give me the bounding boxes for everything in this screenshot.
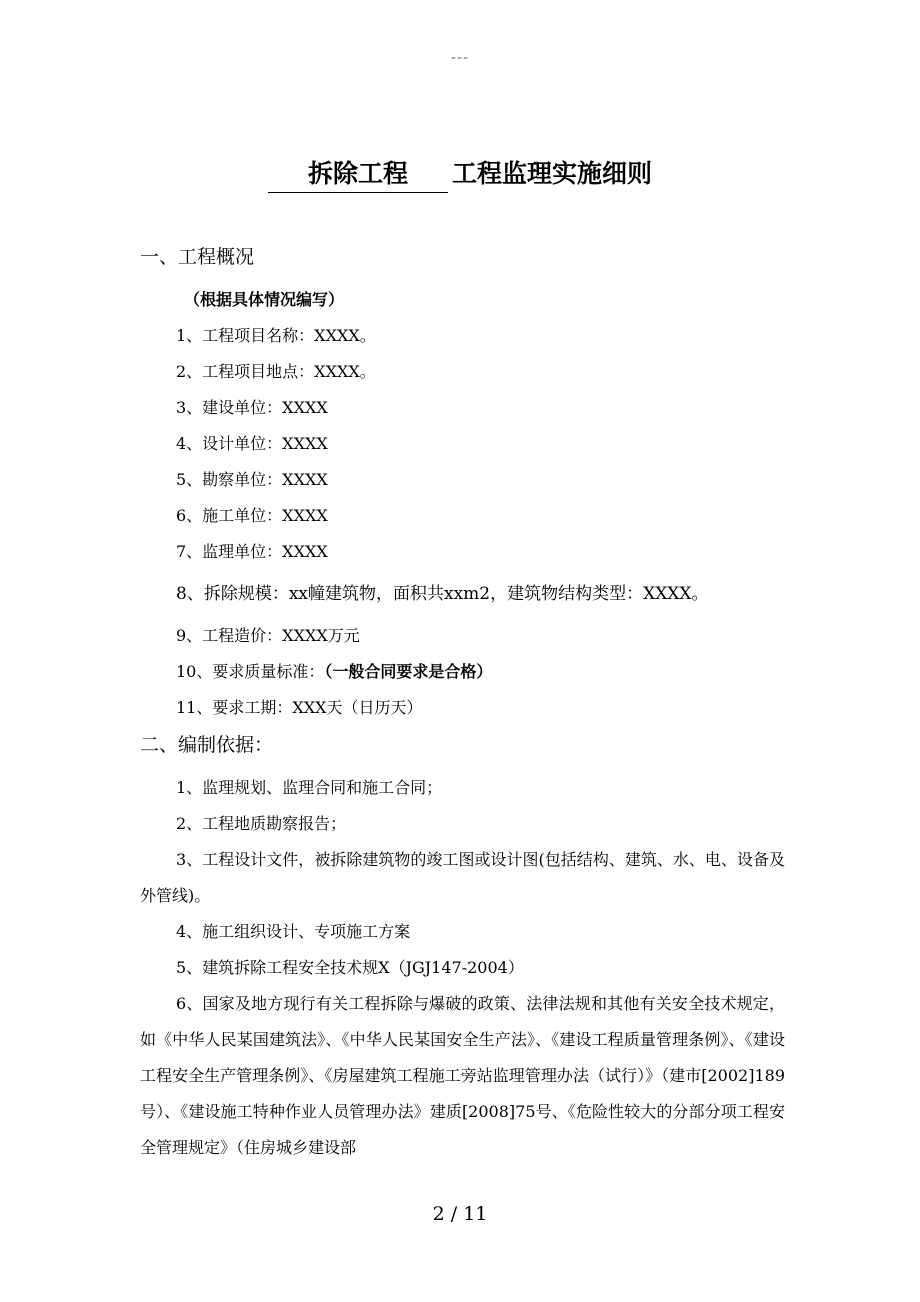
overview-item: 2、工程项目地点：XXXX。 (176, 362, 376, 381)
basis-item: 4、施工组织设计、专项施工方案 (176, 922, 411, 941)
overview-item: 5、勘察单位：XXXX (176, 470, 328, 489)
overview-item: 9、工程造价：XXXX万元 (176, 626, 360, 645)
basis-item: 3、工程设计文件，被拆除建筑物的竣工图或设计图(包括结构、建筑、水、电、设备及外管线)。 (140, 850, 785, 905)
document-title (0, 156, 920, 193)
header-mark: --- (450, 50, 470, 66)
section-heading-overview: 一、工程概况 (140, 246, 255, 268)
title-main: 工程监理实施细则 (452, 159, 653, 188)
overview-item-quality (140, 654, 785, 690)
title-project-name: 拆除工程 (268, 156, 448, 193)
overview-item: 1、工程项目名称：XXXX。 (176, 326, 376, 345)
document-body (140, 238, 785, 1166)
overview-note: （根据具体情况编写） (184, 290, 345, 309)
overview-item: 7、监理单位：XXXX (176, 542, 328, 561)
quality-label: 10、要求质量标准： (176, 662, 325, 681)
basis-item: 1、监理规划、监理合同和施工合同； (176, 778, 443, 797)
overview-item: 6、施工单位：XXXX (176, 506, 328, 525)
quality-note: （一般合同要求是合格） (324, 662, 493, 681)
section-heading-basis: 二、编制依据： (140, 734, 274, 756)
overview-item: 8、拆除规模：xx幢建筑物，面积共xxm2，建筑物结构类型：XXXX。 (176, 584, 709, 604)
overview-item: 3、建设单位：XXXX (176, 398, 328, 417)
basis-item: 6、国家及地方现行有关工程拆除与爆破的政策、法律法规和其他有关安全技术规定，如《中华人民某国建筑法》、《中华人民某国安全生产法》、《建设工程质量管理条例》、《建设工程安全生产管理条例》、《房屋建筑工程施工旁站监理管理办法（试行）》（建市[2002]189号）、《建设施工特种作业人员管理办法》建质[2008]75号、《危险性较大的分部分项工程安全管理规定》（住房城乡建设部 (140, 994, 785, 1157)
overview-item: 4、设计单位：XXXX (176, 434, 328, 453)
overview-item: 11、要求工期：XXX天（日历天） (176, 698, 423, 717)
page-number: 2 / 11 (432, 1203, 488, 1225)
basis-item: 2、工程地质勘察报告； (176, 814, 347, 833)
basis-item: 5、建筑拆除工程安全技术规X（JGJ147-2004） (176, 958, 524, 977)
